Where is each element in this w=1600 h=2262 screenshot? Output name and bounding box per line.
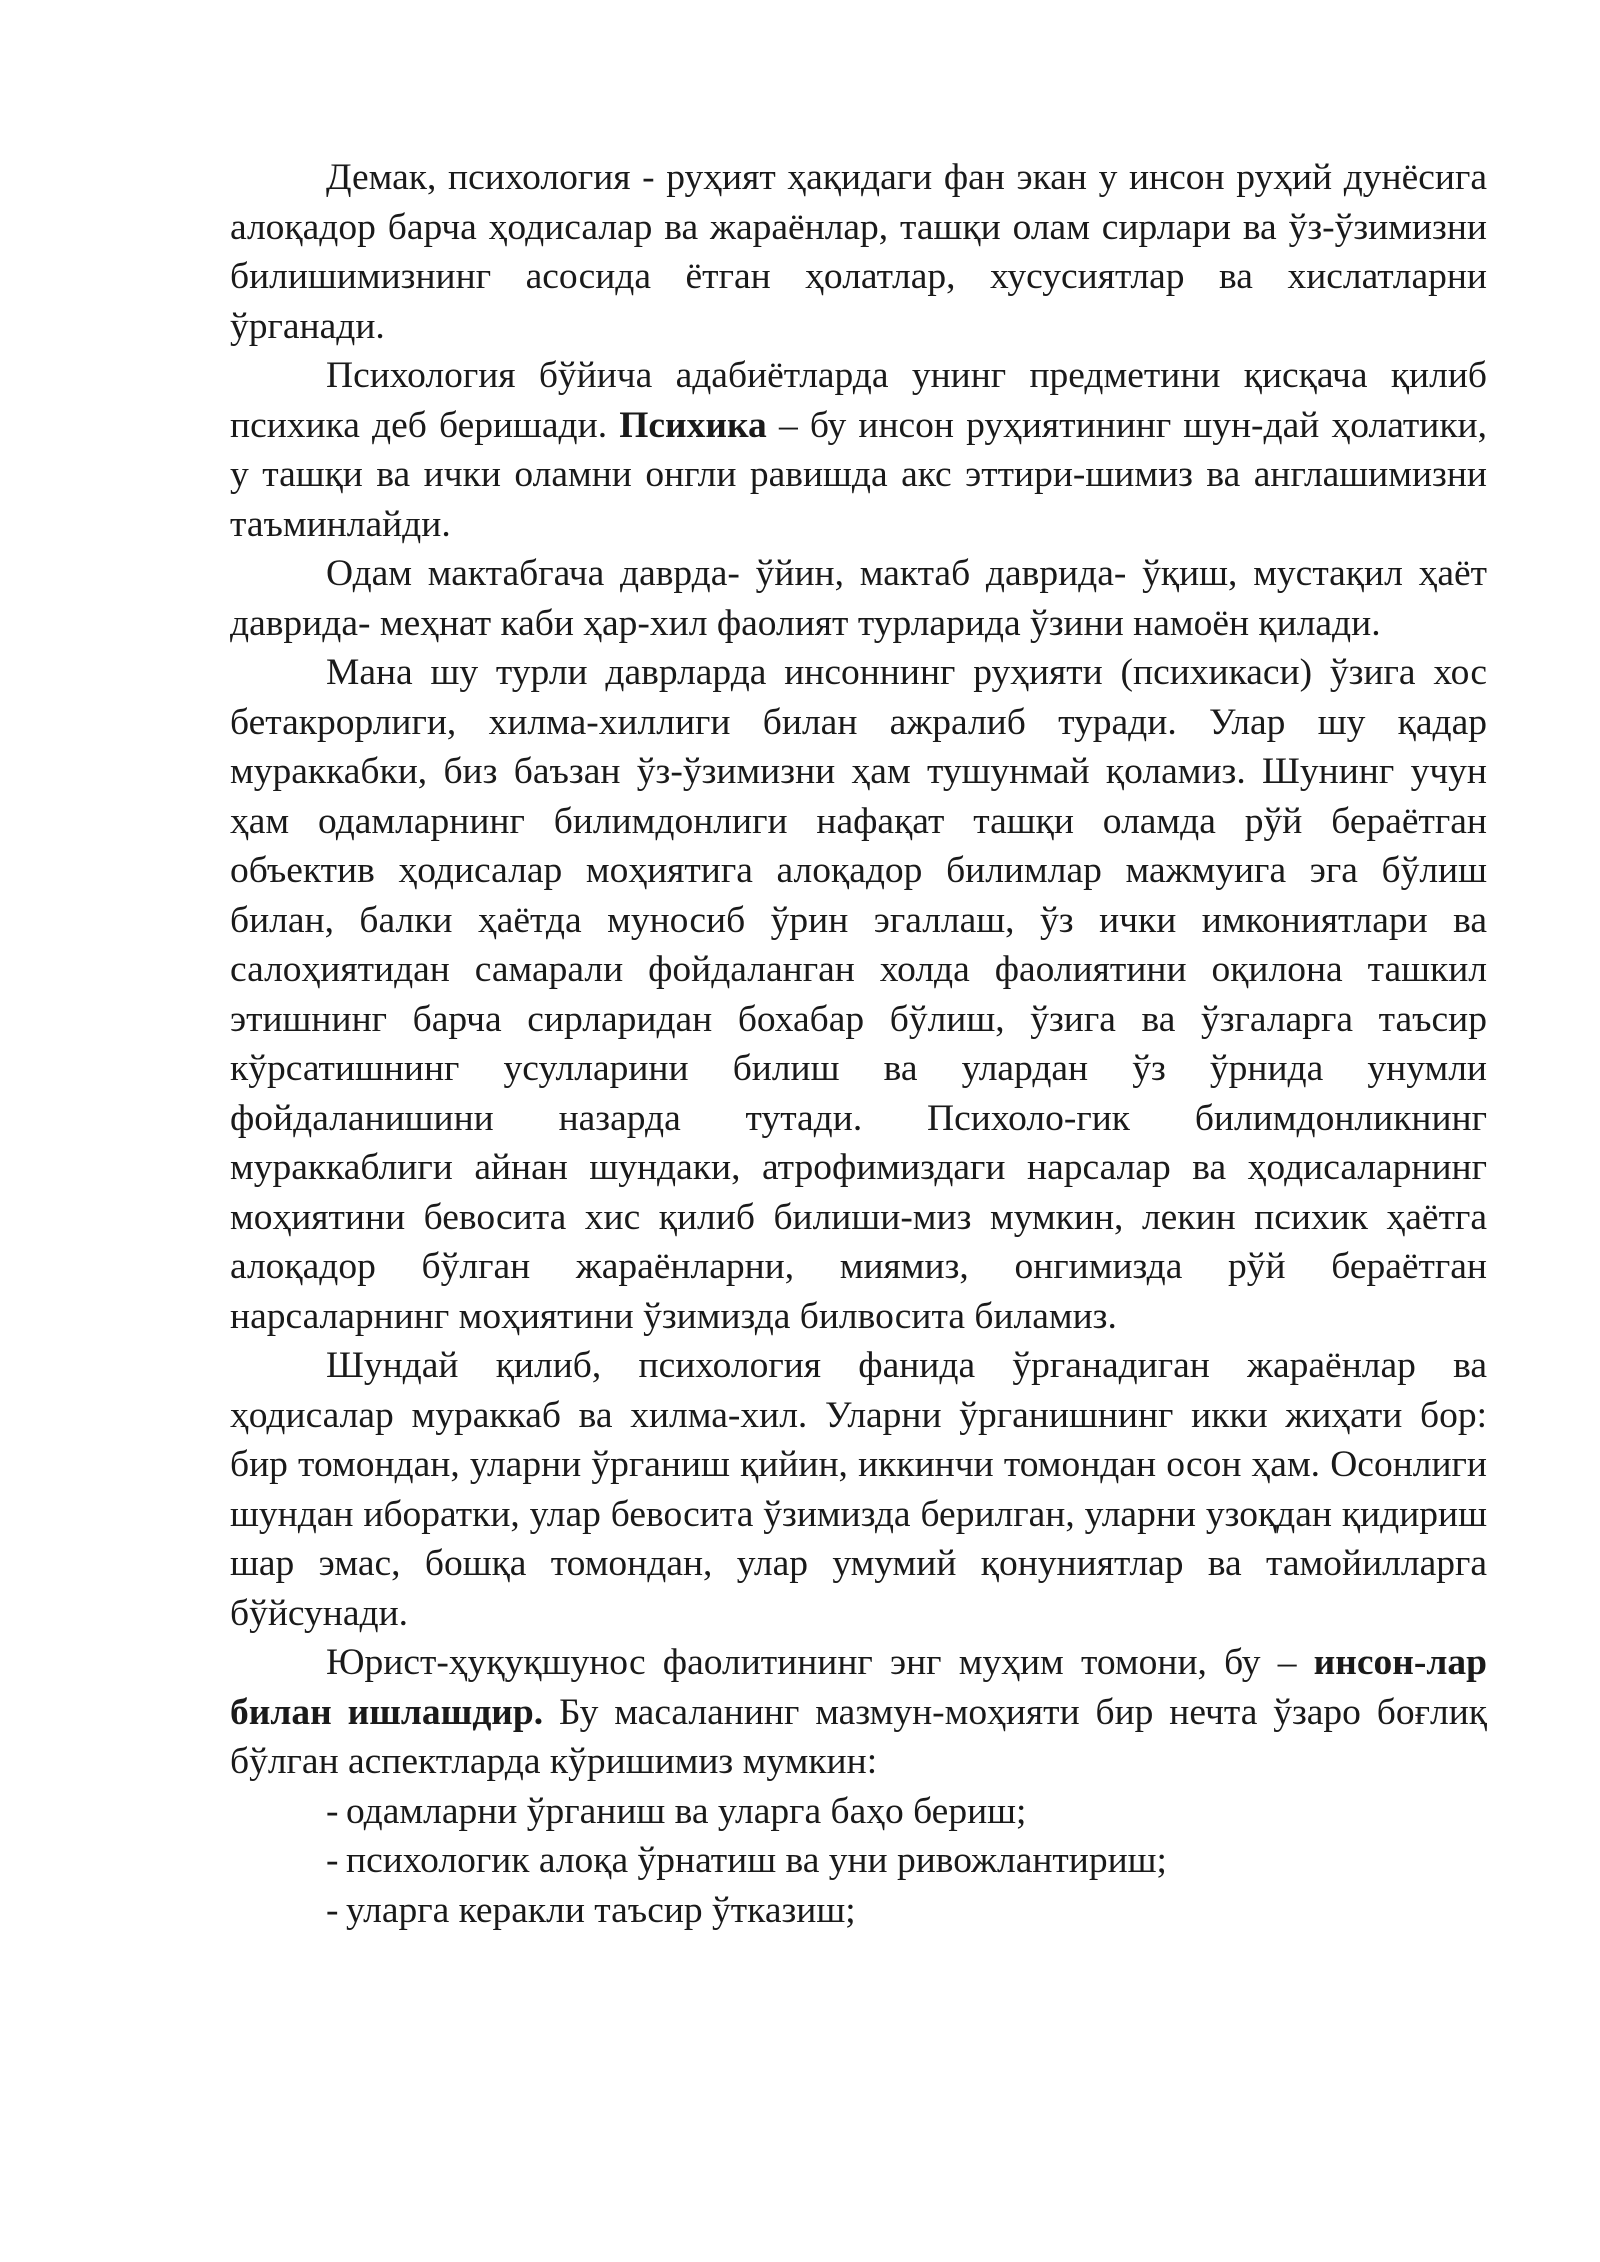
paragraph-psyche-intro: Психология бўйича адабиётларда унинг предметини қисқача қилиб психика деб беришади. [230,355,1487,446]
dash-marker: - [326,1889,339,1931]
list-item [230,1886,1487,1936]
dash-marker: - [326,1790,339,1832]
term-psyche: Психика [619,404,767,446]
paragraph-lawyer-rest: Бу масаланинг мазмун-моҳияти бир нечта ўзаро боғлиқ бўлган аспектларда кўришимиз мумкин: [230,1691,1488,1782]
term-working-with-people: инсон-лар билан ишлашдир. [230,1642,1487,1733]
aspects-list [230,1787,1487,1936]
document-page [230,153,1487,1935]
paragraph-life-stages: Одам мактабгача даврда- ўйин, мактаб даврида- ўқиш, мустақил ҳаёт даврида- меҳнат каби ҳар-хил фаолият турларида ўзини намоён қилади. [230,553,1487,644]
dash-marker: - [326,1840,339,1881]
paragraph-psychology-definition: Демак, психология - руҳият ҳақидаги фан экан у инсон руҳий дунёсига алоқадор барча ҳодисалар ва жараёнлар, ташқи олам сирлари ва ўз-ўзимизни билишимизнинг асосида ётган ҳолатлар, хусусиятлар ва хислатларни ўрганади. [230,157,1487,347]
list-item-text: уларга керакли таъсир ўтказиш; [346,1889,856,1931]
paragraph-psyche-rest: – бу инсон руҳиятининг шун-дай ҳолатики, у ташқи ва ички оламни онгли равишда акс эттири-шимиз ва англашимизни таъминлайди. [230,404,1487,545]
list-item-text: одамларни ўрганиш ва уларга баҳо бериш; [346,1790,1027,1832]
list-item [230,1787,1487,1837]
paragraph-psyche [230,351,1487,549]
paragraph-lawyer-intro: Юрист-ҳуқуқшунос фаолитининг энг муҳим томони, бу – [326,1642,1314,1683]
paragraph-lawyer-work [230,1638,1487,1787]
paragraph-study-aspects: Шундай қилиб, психология фанида ўрганадиган жараёнлар ва ҳодисалар мураккаб ва хилма-хил. Уларни ўрганишнинг икки жиҳати бор: бир томондан, уларни ўрганиш қийин, иккинчи томондан осон ҳам. Осонлиги шундан иборатки, улар бевосита ўзимизда берилган, уларни узоқдан қидириш шар эмас, бошқа томондан, улар умумий қонуниятлар ва тамойилларга бўйсунади. [230,1345,1487,1634]
paragraph-psychological-competence: Мана шу турли даврларда инсоннинг руҳияти (психикаси) ўзига хос бетакрорлиги, хилма-хиллиги билан ажралиб туради. Улар шу қадар мураккабки, биз баъзан ўз-ўзимизни ҳам тушунмай қоламиз. Шунинг учун ҳам одамларнинг билимдонлиги нафақат ташқи оламда рўй бераётган объектив ҳодисалар моҳиятига алоқадор билимлар мажмуига эга бўлиш билан, балки ҳаётда муносиб ўрин эгаллаш, ўз ички имкониятлари ва салоҳиятидан самарали фойдаланган холда фаолиятини оқилона ташкил этишнинг барча сирларидан бохабар бўлиш, ўзига ва ўзгаларга таъсир кўрсатишнинг усулларини билиш ва улардан ўз ўрнида унумли фойдаланишини назарда тутади. Психоло-гик билимдонликнинг мураккаблиги айнан шундаки, атрофимиздаги нарсалар ва ҳодисаларнинг моҳиятини бевосита хис қилиб билиши-миз мумкин, лекин психик ҳаётга алоқадор бўлган жараёнларни, миямиз, онгимизда рўй бераётган нарсаларнинг моҳиятини ўзимизда билвосита биламиз. [230,652,1487,1337]
list-item [230,1836,1487,1886]
list-item-text: психологик алоқа ўрнатиш ва уни ривожлантириш; [346,1840,1167,1881]
